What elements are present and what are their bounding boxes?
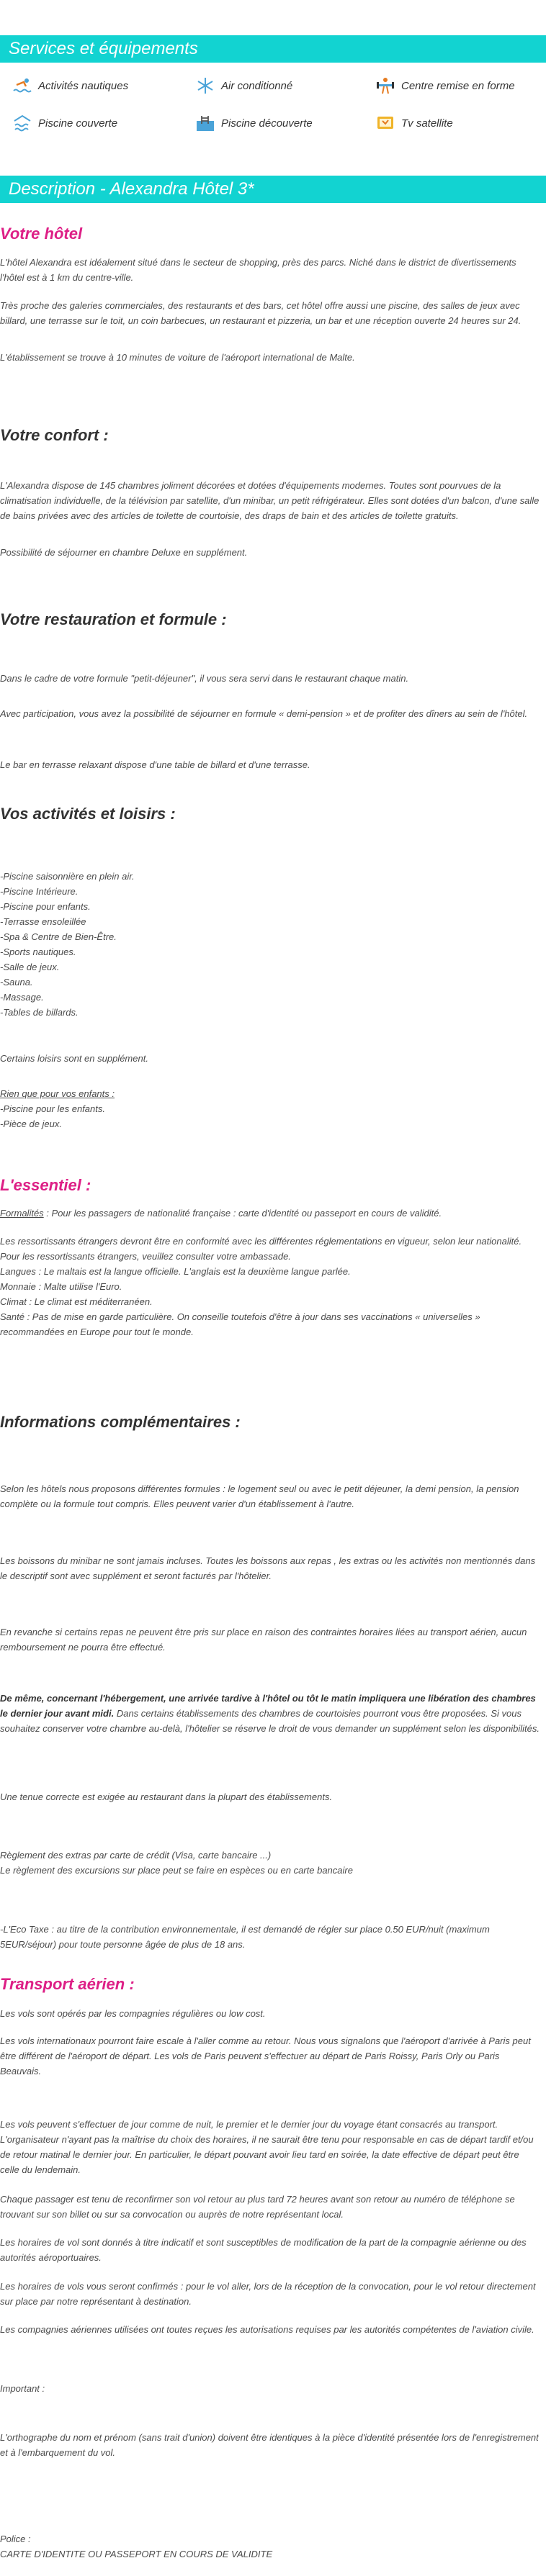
- restauration-paragraph: Avec participation, vous avez la possibilité de séjourner en formule « demi-pension » et de profiter des dîners au sein de l'hôtel.: [0, 708, 528, 719]
- services-title: Services et équipements: [9, 39, 198, 58]
- list-item: -Sports nautiques.: [0, 946, 76, 957]
- infos-paragraph: Les boissons du minibar ne sont jamais incluses. Toutes les boissons aux repas , les extras ou les activités non mentionnés dans le descriptif sont avec supplément et seront facturés par l'hôtelier.: [0, 1555, 536, 1581]
- hotel-paragraph: L'hôtel Alexandra est idéalement situé dans le secteur de shopping, près des parcs. Niché dans le district de divertissements l'hôtel est à 1 km du centre-ville.: [0, 257, 516, 283]
- transport-paragraph: Les vols internationaux pourront faire escale à l'aller comme au retour. Nous vous signalons que l'aéroport d'arrivée à Paris peut être différent de l'aéroport de départ. Les vols de Paris peuvent s'effectuer au départ de Paris Roissy, Paris Orly ou Paris Beauvais.: [0, 2035, 531, 2076]
- transport-paragraph: L'orthographe du nom et prénom (sans trait d'union) doivent être identiques à la pièce d'identité présentée lors de l'enregistrement et à l'embarquement du vol.: [0, 2432, 539, 2458]
- service-item: [401, 117, 453, 130]
- list-item: -Piscine pour les enfants.: [0, 1103, 105, 1114]
- fitness-icon: [375, 76, 395, 95]
- essentiel-line: Climat : Le climat est méditerranéen.: [0, 1296, 153, 1307]
- service-label: Tv satellite: [401, 117, 453, 130]
- service-label: Activités nautiques: [38, 80, 129, 92]
- infos-paragraph: -L'Eco Taxe : au titre de la contribution environnementale, il est demandé de régler sur place 0.50 EUR/nuit (maximum 5EUR/séjour) pour toute personne âgée de plus de 18 ans.: [0, 1924, 490, 1950]
- service-label: Centre remise en forme: [401, 80, 515, 92]
- list-item: -Terrasse ensoleillée: [0, 916, 86, 927]
- confort-paragraph: Possibilité de séjourner en chambre Deluxe en supplément.: [0, 547, 248, 558]
- list-item: -Piscine pour enfants.: [0, 901, 91, 912]
- formalites-paragraph: [0, 1206, 540, 1221]
- important-label: Important :: [0, 2383, 45, 2394]
- transport-paragraph: Les compagnies aériennes utilisées ont toutes reçues les autorisations requises par les autorités compétentes de l'aviation civile.: [0, 2324, 534, 2335]
- list-item: -Massage.: [0, 992, 44, 1003]
- kids-title: Rien que pour vos enfants :: [0, 1088, 115, 1099]
- essentiel-line: Santé : Pas de mise en garde particulière. On conseille toutefois d'être à jour dans ses vaccinations « universelles » recommandées en Europe pour tout le monde.: [0, 1311, 480, 1337]
- tv-icon: [375, 114, 395, 132]
- infos-heading: Informations complémentaires :: [0, 1413, 241, 1431]
- infos-paragraph: En revanche si certains repas ne peuvent être pris sur place en raison des contraintes horaires liées au transport aérien, aucun remboursement ne pourra être effectué.: [0, 1627, 527, 1653]
- confort-paragraph: L'Alexandra dispose de 145 chambres joliment décorées et dotées d'équipements modernes. Toutes sont pourvues de la climatisation individuelle, de la télévision par satellite, d'un minibar, un petit réfrigérateur. Elles sont dotées d'un balcon, d'une salle de bains privées avec des articles de toilette de courtoisie, des draps de bain et des articles de toilette gratuits.: [0, 480, 540, 521]
- list-item: -Sauna.: [0, 977, 33, 988]
- service-label: Piscine découverte: [221, 117, 313, 130]
- service-label: Air conditionné: [221, 80, 293, 92]
- list-item: -Tables de billards.: [0, 1007, 79, 1018]
- list-item: -Spa & Centre de Bien-Être.: [0, 931, 117, 942]
- police-label: Police :: [0, 2534, 31, 2544]
- transport-paragraph: Les vols sont opérés par les compagnies régulières ou low cost.: [0, 2008, 266, 2019]
- transport-heading: Transport aérien :: [0, 1975, 135, 1993]
- essentiel-line: Les ressortissants étrangers devront être en conformité avec les différentes réglementations en vigueur, selon leur nationalité.: [0, 1236, 522, 1247]
- infos-bold-text: De même, concernant l'hébergement, une arrivée tardive à l'hôtel ou tôt le matin impliquera une libération des chambres le dernier jour avant midi.: [0, 1693, 536, 1719]
- infos-paragraph: Une tenue correcte est exigée au restaurant dans la plupart des établissements.: [0, 1791, 333, 1802]
- activites-heading: Vos activités et loisirs :: [0, 805, 176, 823]
- description-title-bar: [0, 176, 546, 203]
- confort-heading: Votre confort :: [0, 426, 109, 444]
- restauration-paragraph: Le bar en terrasse relaxant dispose d'une table de billard et d'une terrasse.: [0, 759, 310, 770]
- hotel-heading: Votre hôtel: [0, 225, 83, 243]
- hotel-paragraph: Très proche des galeries commerciales, des restaurants et des bars, cet hôtel offre aussi une piscine, des salles de jeux avec billard, une terrasse sur le toit, un coin barbecues, un restaurant et pizzeria, un bar et une réception ouverte 24 heures sur 24.: [0, 300, 522, 326]
- restauration-heading: Votre restauration et formule :: [0, 610, 227, 628]
- list-item: -Piscine saisonnière en plein air.: [0, 871, 135, 882]
- restauration-paragraph: Dans le cadre de votre formule "petit-déjeuner", il vous sera servi dans le restaurant chaque matin.: [0, 673, 409, 684]
- infos-text: Dans certains établissements des chambres de courtoisies pourront vous être proposées. Si vous souhaitez conserver votre chambre au-delà, l'hôtelier se réserve le droit de vous demander un supplément selon les disponibilités.: [0, 1708, 540, 1734]
- transport-paragraph: Les horaires de vols vous seront confirmés : pour le vol aller, lors de la réception de la convocation, pour le vol retour directement sur place par notre représentant à destination.: [0, 2281, 536, 2307]
- infos-paragraph: Selon les hôtels nous proposons différentes formules : le logement seul ou avec le petit déjeuner, la demi pension, la pension complète ou la formule tout compris. Elles peuvent varier d'un établissement à l'autre.: [0, 1483, 519, 1509]
- activites-note: Certains loisirs sont en supplément.: [0, 1053, 148, 1064]
- activites-list: [0, 869, 540, 1020]
- police-block: [0, 2531, 540, 2562]
- formalites-label: Formalités: [0, 1208, 44, 1219]
- infos-line: Le règlement des excursions sur place peut se faire en espèces ou en carte bancaire: [0, 1865, 353, 1876]
- description-title: Description - Alexandra Hôtel 3*: [9, 179, 254, 199]
- police-text: CARTE D'IDENTITE OU PASSEPORT EN COURS DE VALIDITE: [0, 2549, 273, 2559]
- service-item: [38, 80, 128, 92]
- kids-list: [0, 1086, 540, 1131]
- list-item: -Pièce de jeux.: [0, 1118, 62, 1129]
- service-item: [221, 117, 313, 130]
- outdoor-pool-icon: [195, 114, 215, 132]
- infos-paragraph: [0, 1691, 540, 1736]
- infos-paragraph: [0, 1848, 540, 1878]
- essentiel-line: Langues : Le maltais est la langue officielle. L'anglais est la deuxième langue parlée.: [0, 1266, 351, 1277]
- indoor-pool-icon: [12, 114, 32, 132]
- infos-line: Règlement des extras par carte de crédit (Visa, carte bancaire ...): [0, 1850, 272, 1861]
- essentiel-lines: [0, 1234, 540, 1339]
- transport-paragraph: Les horaires de vol sont donnés à titre indicatif et sont susceptibles de modification de la part de la compagnie aérienne ou des autorités aéroportuaires.: [0, 2237, 527, 2263]
- services-title-bar: [0, 35, 546, 63]
- transport-paragraph: Chaque passager est tenu de reconfirmer son vol retour au plus tard 72 heures avant son retour au numéro de téléphone se trouvant sur son billet ou sur sa convocation ou auprès de notre représentant local.: [0, 2194, 515, 2220]
- transport-paragraph: Les vols peuvent s'effectuer de jour comme de nuit, le premier et le dernier jour du voyage étant consacrés au transport. L'organisateur n'ayant pas la maîtrise du choix des horaires, il ne saurait être tenu pour responsable en cas de départ tardif et/ou de retour matinal le dernier jour. En particulier, le départ pouvant avoir lieu tard en soirée, la date effective de départ peut être celle du lendemain.: [0, 2119, 534, 2175]
- service-item: [38, 117, 117, 130]
- essentiel-line: Pour les ressortissants étrangers, veuillez consulter votre ambassade.: [0, 1251, 291, 1262]
- essentiel-line: Monnaie : Malte utilise l'Euro.: [0, 1281, 122, 1292]
- service-label: Piscine couverte: [38, 117, 118, 130]
- essentiel-heading: L'essentiel :: [0, 1176, 91, 1194]
- service-item: [221, 80, 292, 92]
- swimmer-icon: [12, 76, 32, 95]
- snowflake-icon: [195, 76, 215, 95]
- formalites-text: : Pour les passagers de nationalité française : carte d'identité ou passeport en cours de validité.: [43, 1208, 442, 1219]
- service-item: [401, 80, 515, 92]
- list-item: -Piscine Intérieure.: [0, 886, 79, 897]
- hotel-paragraph: L'établissement se trouve à 10 minutes de voiture de l'aéroport international de Malte.: [0, 352, 355, 363]
- list-item: -Salle de jeux.: [0, 962, 60, 972]
